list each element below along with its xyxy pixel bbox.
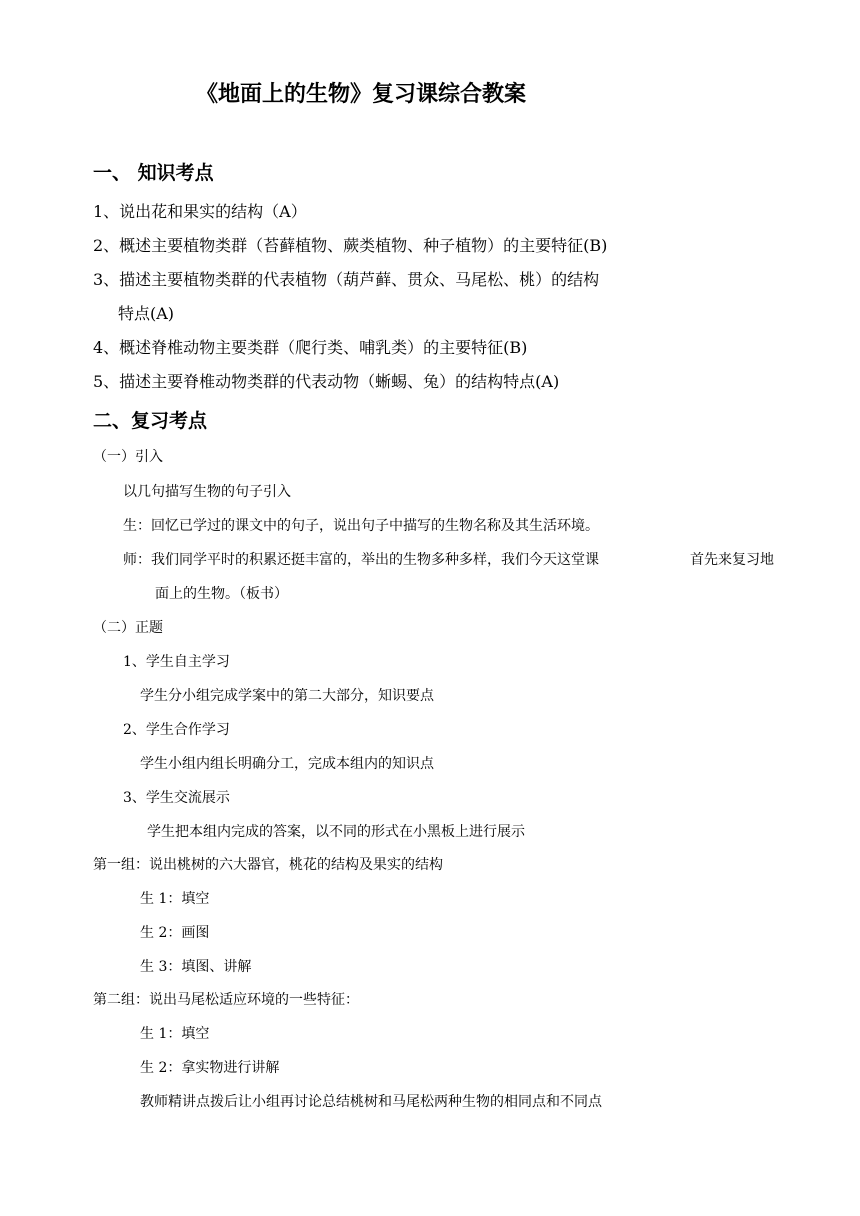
step-heading: 2、学生合作学习 (123, 722, 230, 738)
intro-line: 面上的生物。（板书） (155, 586, 288, 602)
intro-line: 生：回忆已学过的课文中的句子，说出句子中描写的生物名称及其生活环境。 (123, 518, 599, 534)
group-item: 生 3：填图、讲解 (140, 959, 252, 975)
group-item: 生 2：画图 (140, 925, 210, 941)
intro-line-tail: 首先来复习地 (690, 552, 774, 568)
group-item: 教师精讲点拨后让小组再讨论总结桃树和马尾松两种生物的相同点和不同点 (140, 1094, 602, 1110)
knowledge-item: 5、描述主要脊椎动物类群的代表动物（蜥蜴、兔）的结构特点(A) (93, 372, 560, 391)
group-heading: 第二组：说出马尾松适应环境的一些特征： (93, 992, 359, 1008)
step-detail: 学生把本组内完成的答案，以不同的形式在小黑板上进行展示 (147, 824, 525, 840)
knowledge-item: 3、描述主要植物类群的代表植物（葫芦藓、贯众、马尾松、桃）的结构 (93, 270, 600, 289)
section-heading-review: 二、复习考点 (93, 410, 208, 432)
knowledge-item-continuation: 特点(A) (118, 304, 175, 323)
group-heading: 第一组：说出桃树的六大器官，桃花的结构及果实的结构 (93, 857, 443, 873)
document-title: 《地面上的生物》复习课综合教案 (196, 81, 527, 107)
intro-line: 师：我们同学平时的积累还挺丰富的，举出的生物多种多样，我们今天这堂课 (123, 552, 599, 568)
group-item: 生 1：填空 (140, 1026, 210, 1042)
knowledge-item: 2、概述主要植物类群（苔藓植物、蕨类植物、种子植物）的主要特征(B) (93, 236, 608, 255)
knowledge-item: 4、概述脊椎动物主要类群（爬行类、哺乳类）的主要特征(B) (93, 338, 528, 357)
knowledge-item: 1、说出花和果实的结构（A） (93, 202, 307, 221)
group-item: 生 1：填空 (140, 891, 210, 907)
step-detail: 学生分小组完成学案中的第二大部分，知识要点 (140, 688, 434, 704)
subsection-label-intro: （一）引入 (93, 449, 163, 465)
subsection-label-main: （二）正题 (93, 620, 163, 636)
step-heading: 3、学生交流展示 (123, 790, 230, 806)
section-heading-knowledge: 一、 知识考点 (93, 162, 214, 184)
step-detail: 学生小组内组长明确分工，完成本组内的知识点 (140, 756, 434, 772)
intro-line: 以几句描写生物的句子引入 (123, 484, 291, 500)
step-heading: 1、学生自主学习 (123, 654, 230, 670)
group-item: 生 2：拿实物进行讲解 (140, 1060, 280, 1076)
